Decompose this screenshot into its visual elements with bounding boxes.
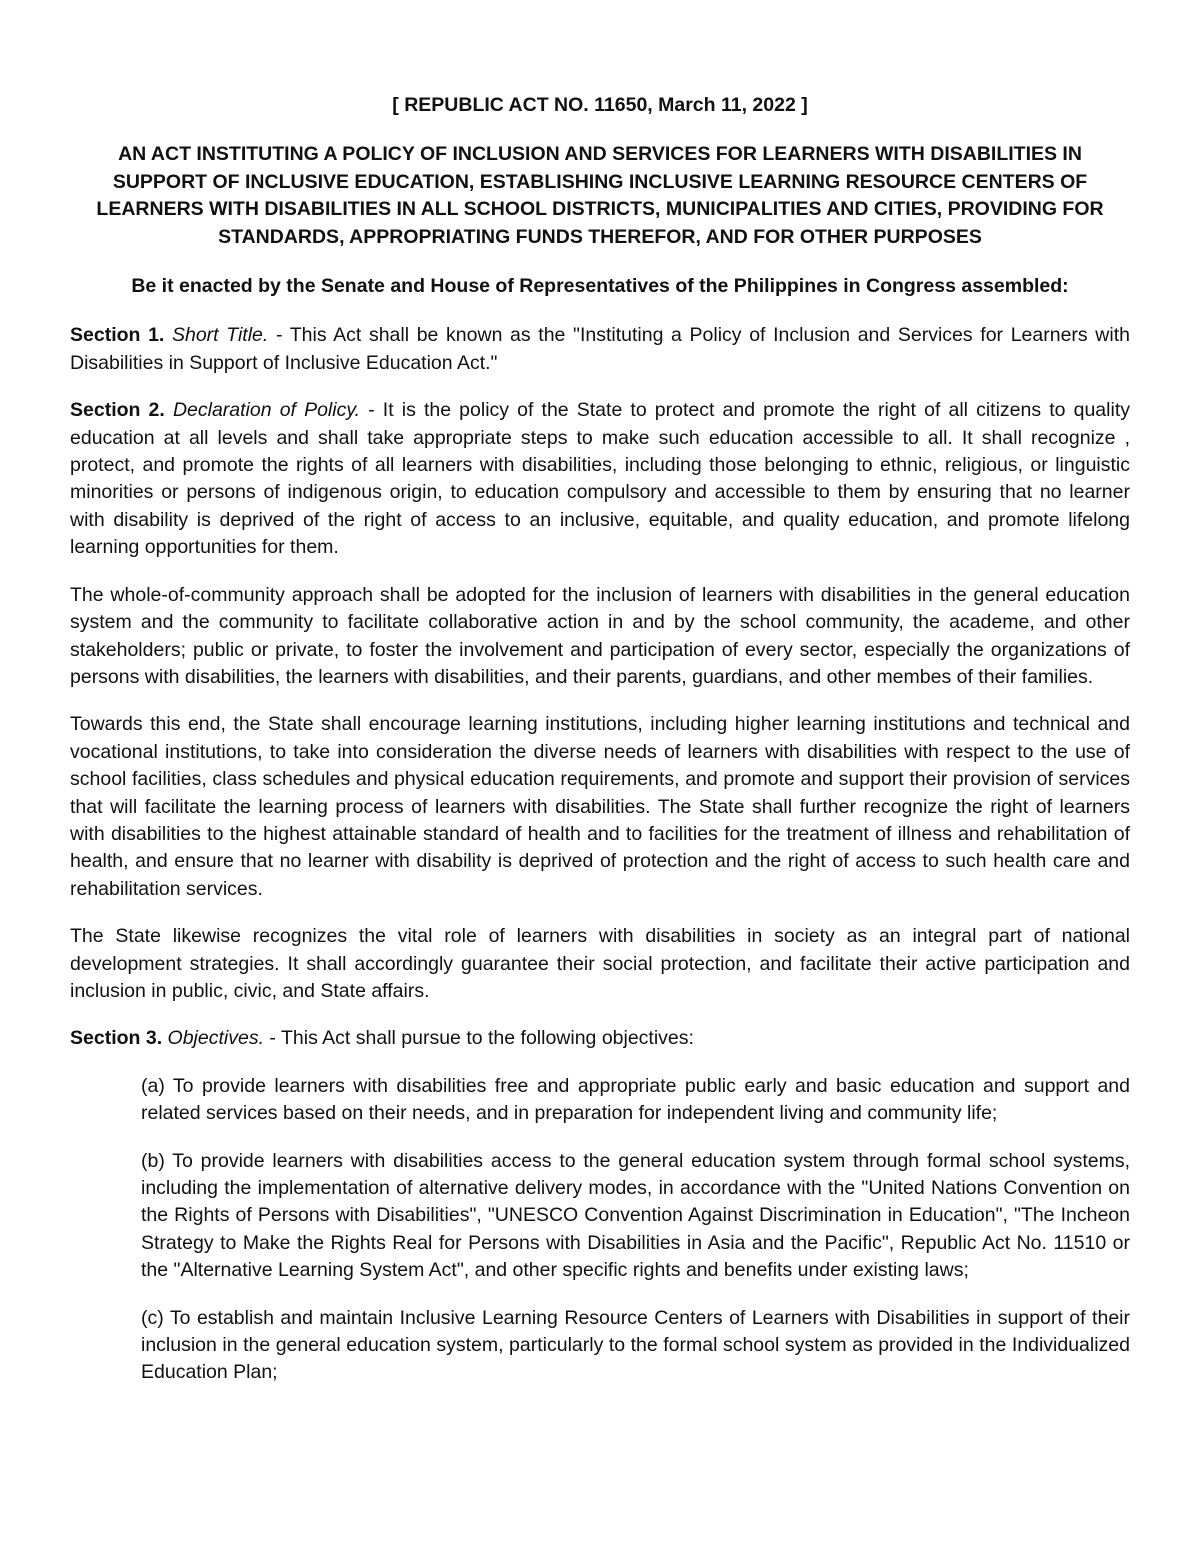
section-3-title: Objectives. xyxy=(167,1027,264,1050)
section-1 xyxy=(70,322,1130,377)
section-1-text: - This Act shall be known as the "Instituting a Policy of Inclusion and Services for Learners with Disabilities in Support of Inclusive Education Act." xyxy=(70,324,1130,374)
objective-a: (a) To provide learners with disabilities free and appropriate public early and basic education and support and related services based on their needs, and in preparation for independent living and community life; xyxy=(141,1074,1130,1125)
section-2-paragraph-3: Towards this end, the State shall encourage learning institutions, including higher learning institutions and technical and vocational institutions, to take into consideration the diverse needs of learners with disabilities with respect to the use of school facilities, class schedules and physical education requirements, and promote and support their provision of services that will facilitate the learning process of learners with disabilities. The State shall further recognize the right of learners with disabilities to the highest attainable standard of health and to facilities for the treatment of illness and rehabilitation of health, and ensure that no learner with disability is deprived of protection and the right of access to such health care and rehabilitation services. xyxy=(70,713,1130,900)
document-page xyxy=(70,92,1130,1407)
section-3-label: Section 3. xyxy=(70,1027,163,1050)
act-title: AN ACT INSTITUTING A POLICY OF INCLUSION AND SERVICES FOR LEARNERS WITH DISABILITIES IN SUPPORT OF INCLUSIVE EDUCATION, ESTABLISHING INCLUSIVE LEARNING RESOURCE CENTERS OF LEARNERS WITH DISABILITIES IN ALL SCHOOL DISTRICTS, MUNICIPALITIES AND CITIES, PROVIDING FOR STANDARDS, APPROPRIATING FUNDS THEREFOR, AND FOR OTHER PURPOSES xyxy=(96,143,1104,248)
section-2-label: Section 2. xyxy=(70,399,165,422)
section-2-paragraph-2: The whole-of-community approach shall be adopted for the inclusion of learners with disabilities in the general education system and the community to facilitate collaborative action in and by the school community, the academe, and other stakeholders; public or private, to foster the involvement and participation of every sector, especially the organizations of persons with disabilities, the learners with disabilities, and their parents, guardians, and other membes of their families. xyxy=(70,583,1130,688)
enacting-clause: Be it enacted by the Senate and House of Representatives of the Philippines in Congress assembled: xyxy=(131,275,1069,298)
section-1-label: Section 1. xyxy=(70,324,165,347)
section-3-text: - This Act shall pursue to the following objectives: xyxy=(269,1027,694,1050)
objective-b: (b) To provide learners with disabilities access to the general education system through formal school systems, including the implementation of alternative delivery modes, in accordance with the "United Nations Convention on the Rights of Persons with Disabilities", "UNESCO Convention Against Discrimination in Education", "The Incheon Strategy to Make the Rights Real for Persons with Disabilities in Asia and the Pacific", Republic Act No. 11510 or the "Alternative Learning System Act", and other specific rights and benefits under existing laws; xyxy=(141,1149,1130,1282)
section-2 xyxy=(70,397,1130,561)
objective-c: (c) To establish and maintain Inclusive Learning Resource Centers of Learners with Disabilities in support of their inclusion in the general education system, particularly to the formal school system as provided in the Individualized Education Plan; xyxy=(141,1306,1130,1384)
section-2-text: - It is the policy of the State to protect and promote the right of all citizens to quality education at all levels and shall take appropriate steps to make such education accessible to all. It shall recognize , protect, and promote the rights of all learners with disabilities, including those belonging to ethnic, religious, or linguistic minorities or persons of indigenous origin, to education compulsory and accessible to them by ensuring that no learner with disability is deprived of the right of access to an inclusive, equitable, and quality education, and promote lifelong learning opportunities for them. xyxy=(70,399,1130,559)
section-3 xyxy=(70,1025,1130,1052)
section-1-title: Short Title. xyxy=(171,324,269,347)
section-2-paragraph-4: The State likewise recognizes the vital role of learners with disabilities in society as an integral part of national development strategies. It shall accordingly guarantee their social protection, and facilitate their active participation and inclusion in public, civic, and State affairs. xyxy=(70,925,1130,1002)
act-number: [ REPUBLIC ACT NO. 11650, March 11, 2022 ] xyxy=(392,94,808,116)
section-2-title: Declaration of Policy. xyxy=(172,399,361,422)
